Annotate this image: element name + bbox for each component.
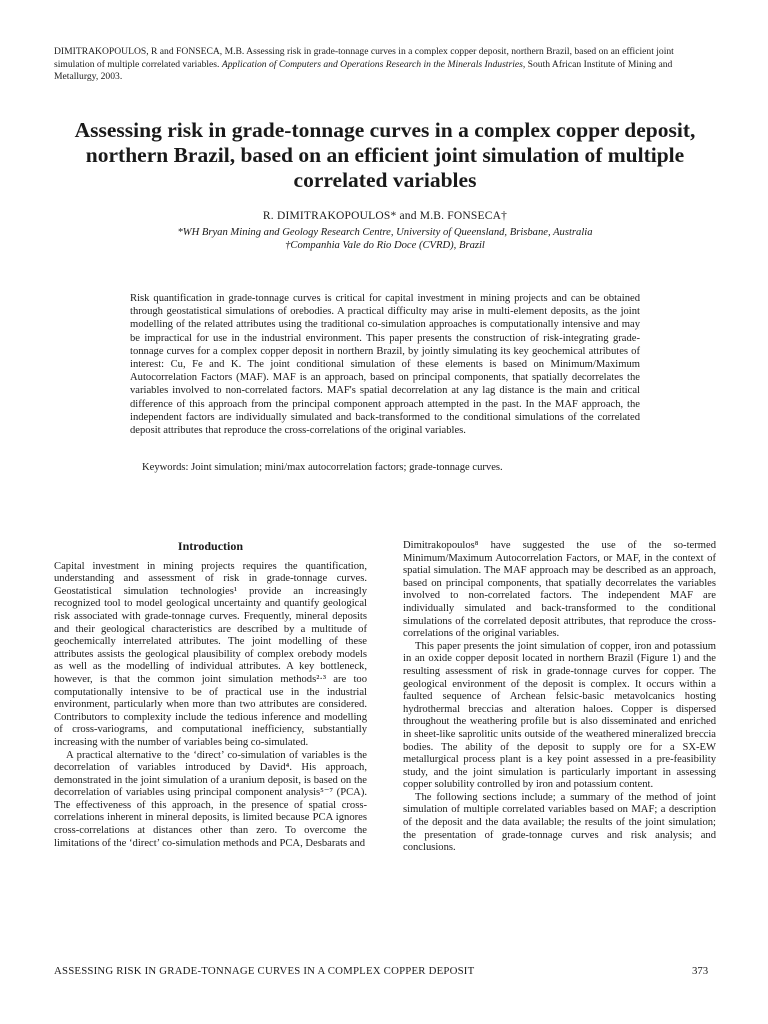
paper-authors: R. DIMITRAKOPOULOS* and M.B. FONSECA† — [262, 210, 508, 222]
running-footer-title: ASSESSING RISK IN GRADE-TONNAGE CURVES IN A COMPLEX COPPER DEPOSIT — [54, 965, 475, 977]
abstract: Risk quantification in grade-tonnage curves is critical for capital investment in mining projects and can be obtained through geostatistical simulations of orebodies. A practical difficulty may arise in multi-element deposits, as the joint modelling of the related attributes using the traditional co-simulation approaches is computationally intensive and may be impractical for use in the industrial environment. This paper presents the construction of risk-integrating grade-tonnage curves for a complex copper deposit in northern Brazil, by jointly simulating its key geochemical attributes of interest: Cu, Fe and K. The joint conditional simulation of these elements is based on Minimum/Maximum Autocorrelation Factors (MAF). MAF is an approach, based on principal components, that spatially decorrelates the variables involved to non-correlated factors. MAF's spatial decorrelation at any lag distance is the main and critical difference of this approach from the principal component approach attempted in the past. In the MAF approach, the independent factors are individually simulated and back-transformed to the conditional simulations of the correlated deposit attributes that reproduce the cross-correlations of the original variables. — [130, 293, 640, 437]
intro-paragraph-4: This paper presents the joint simulation of copper, iron and potassium in an oxide copper deposit located in northern Brazil (Figure 1) and the resulting assessment of risk in grade-tonnage curves for copper. The geological environment of the deposit is complex. It occurs within a faulted sequence of Archean felsic-basic metavolcanics hosting hydrothermal breccias and alteration haloes. Copper is dispersed throughout the weathering profile but is also disseminated and enriched in sheet-like saprolitic units outside of the weathered mineralized breccia bodies. The ability of the deposit to supply ore for a SX-EW metallurgical process plant is a key point assessed in a pre-feasibility study, and the joint simulation is particularly important in assessing copper solubility controlled by iron and potassium content. — [403, 640, 716, 791]
citation-proceedings: Application of Computers and Operations Research in the Minerals Industries, — [221, 58, 526, 70]
left-column — [54, 540, 367, 850]
affiliation-1: *WH Bryan Mining and Geology Research Centre, University of Queensland, Brisbane, Australia — [177, 227, 593, 238]
intro-paragraph-1: Capital investment in mining projects requires the quantification, understanding and assessment of risk in grade-tonnage curves. Geostatistical simulation technologies¹ provide an increasingly recognized tool to model geological uncertainty and quantify geological risk associated with grade-tonnage curves. Frequently, mineral deposits and their geological characteristics are described by a multitude of geochemically interrelated attributes. The joint modelling of these attributes assists the geological plausibility of complex orebody models as well as the modelling of individual attributes. A key bottleneck, however, is that the common joint simulation methods²·³ are too computationally intensive to be of practical use in the industrial environment, particularly when more than two attributes are considered. Contributors to complexity include the tedious inference and modelling of cross-variograms, and computational inefficiency, substantially increasing with the number of variables being co-simulated. — [54, 560, 367, 748]
intro-paragraph-3: Dimitrakopoulos⁸ have suggested the use of the so-termed Minimum/Maximum Autocorrelation Factors, or MAF, in the context of spatial simulation. The MAF approach may be described as an approach, based on principal components, that spatially decorrelates the variables involved to non-correlated factors. The independent MAF are individually simulated and back-transformed to the conditional simulations of the correlated deposit attributes, that reproduce the cross-correlations of the original variables. — [403, 540, 716, 640]
section-heading-introduction: Introduction — [177, 539, 244, 553]
keywords: Keywords: Joint simulation; mini/max autocorrelation factors; grade-tonnage curves. — [142, 462, 503, 473]
paper-title: Assessing risk in grade-tonnage curves in a complex copper deposit, northern Brazil, based on an efficient joint simulation of multiple correlated variables — [74, 118, 696, 192]
page-number: 373 — [692, 965, 709, 977]
right-column — [403, 540, 716, 855]
intro-paragraph-2: A practical alternative to the ‘direct’ co-simulation of variables is the decorrelation of variables introduced by David⁴. His approach, demonstrated in the joint simulation of a uranium deposit, is based on the decorrelation of variables using principal component analysis⁵⁻⁷ (PCA). The effectiveness of this approach, in the presence of spatial cross-correlations inherent in mineral deposits, is limited because PCA ignores cross-correlations at distances other than zero. To overcome the limitations of the ‘direct’ co-simulation methods and PCA, Desbarats and — [54, 749, 367, 849]
affiliation-2: †Companhia Vale do Rio Doce (CVRD), Brazil — [285, 240, 485, 251]
citation-publisher: South African Institute of Mining and Metallurgy, 2003. — [54, 58, 673, 83]
citation-header — [54, 46, 716, 84]
citation-text: DIMITRAKOPOULOS, R and FONSECA, M.B. Assessing risk in grade-tonnage curves in a complex copper deposit, northern Brazil, based on an efficient joint simulation of multiple correlated variables. — [54, 46, 674, 70]
intro-paragraph-5: The following sections include; a summary of the method of joint simulation of multiple correlated variables based on MAF; a description of the deposit and the data available; the results of the joint simulation; the presentation of grade-tonnage curves and risk analysis; and conclusions. — [403, 791, 716, 854]
